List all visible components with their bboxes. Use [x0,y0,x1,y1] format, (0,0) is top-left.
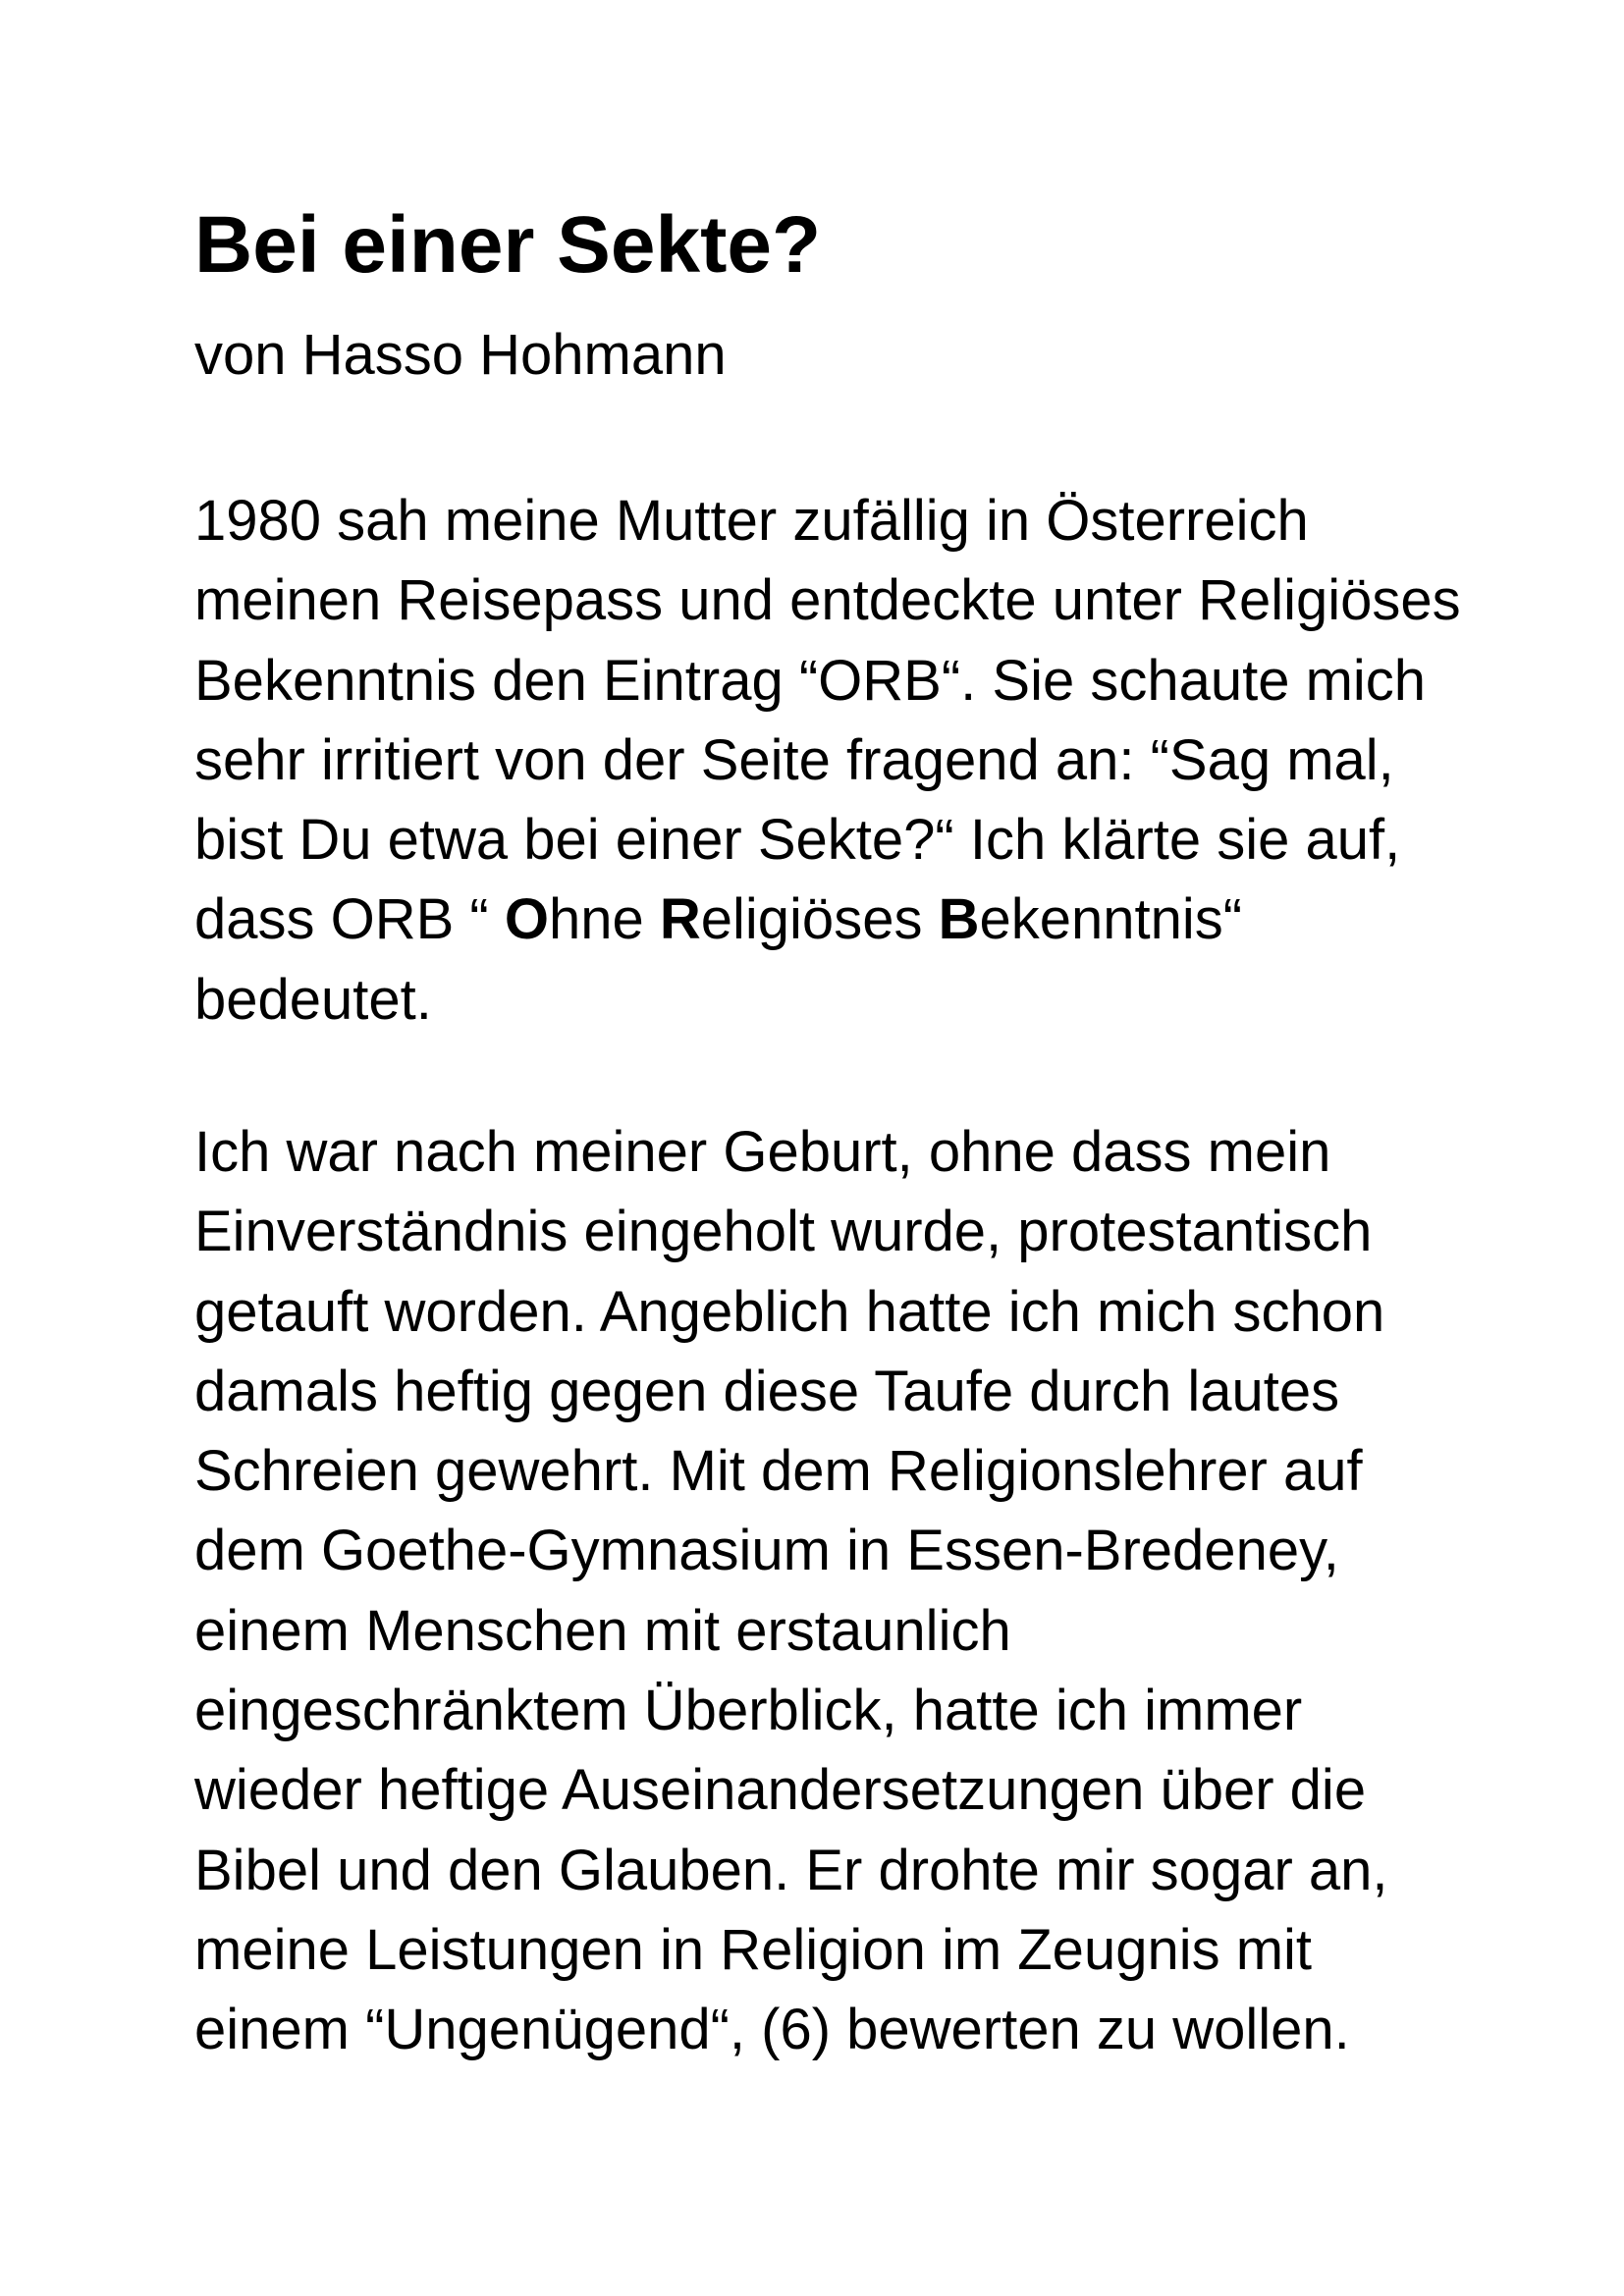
paragraph-line-acronym [194,880,1461,959]
acronym-word-rest: eligiöses [700,887,939,952]
paragraph-2 [194,1112,1388,2070]
paragraph-1 [194,481,1461,1040]
paragraph-line: einem Menschen mit erstaunlich [194,1598,1011,1663]
acronym-prefix: dass ORB “ [194,887,505,952]
paragraph-line: wieder heftige Auseinandersetzungen über die [194,1758,1367,1823]
paragraph-line: Einverständnis eingeholt wurde, protestantisch [194,1200,1373,1264]
paragraph-line: damals heftig gegen diese Taufe durch lautes [194,1359,1340,1423]
paragraph-line: Bekenntnis den Eintrag “ORB“. Sie schaute mich [194,648,1427,713]
paragraph-line: einem “Ungenügend“, (6) bewerten zu wollen. [194,1998,1350,2062]
paragraph-line: Bibel und den Glauben. Er drohte mir sogar an, [194,1838,1388,1902]
acronym-word-rest: hne [548,887,660,952]
paragraph-line: meinen Reisepass und entdeckte unter Religiöses [194,568,1461,633]
paragraph-line: dem Goethe-Gymnasium in Essen-Bredeney, [194,1519,1339,1583]
paragraph-line: bist Du etwa bei einer Sekte?“ Ich klärte sie auf, [194,808,1401,873]
acronym-word-rest: ekenntnis“ [979,887,1243,952]
paragraph-line: Ich war nach meiner Geburt, ohne dass mein [194,1120,1331,1184]
acronym-letter-b: B [938,887,980,952]
paragraph-line: sehr irritiert von der Seite fragend an: “Sag mal, [194,727,1394,792]
author-line: von Hasso Hohmann [194,323,727,387]
acronym-letter-o: O [504,887,549,952]
paragraph-line: Schreien gewehrt. Mit dem Religionslehrer auf [194,1439,1363,1504]
acronym-letter-r: R [659,887,701,952]
paragraph-line: meine Leistungen in Religion im Zeugnis mit [194,1917,1313,1982]
paragraph-line: bedeutet. [194,967,432,1032]
paragraph-line: eingeschränktem Überblick, hatte ich immer [194,1679,1303,1743]
document-title: Bei einer Sekte? [194,200,822,290]
paragraph-line: 1980 sah meine Mutter zufällig in Österreich [194,489,1309,553]
paragraph-line: getauft worden. Angeblich hatte ich mich schon [194,1279,1385,1344]
